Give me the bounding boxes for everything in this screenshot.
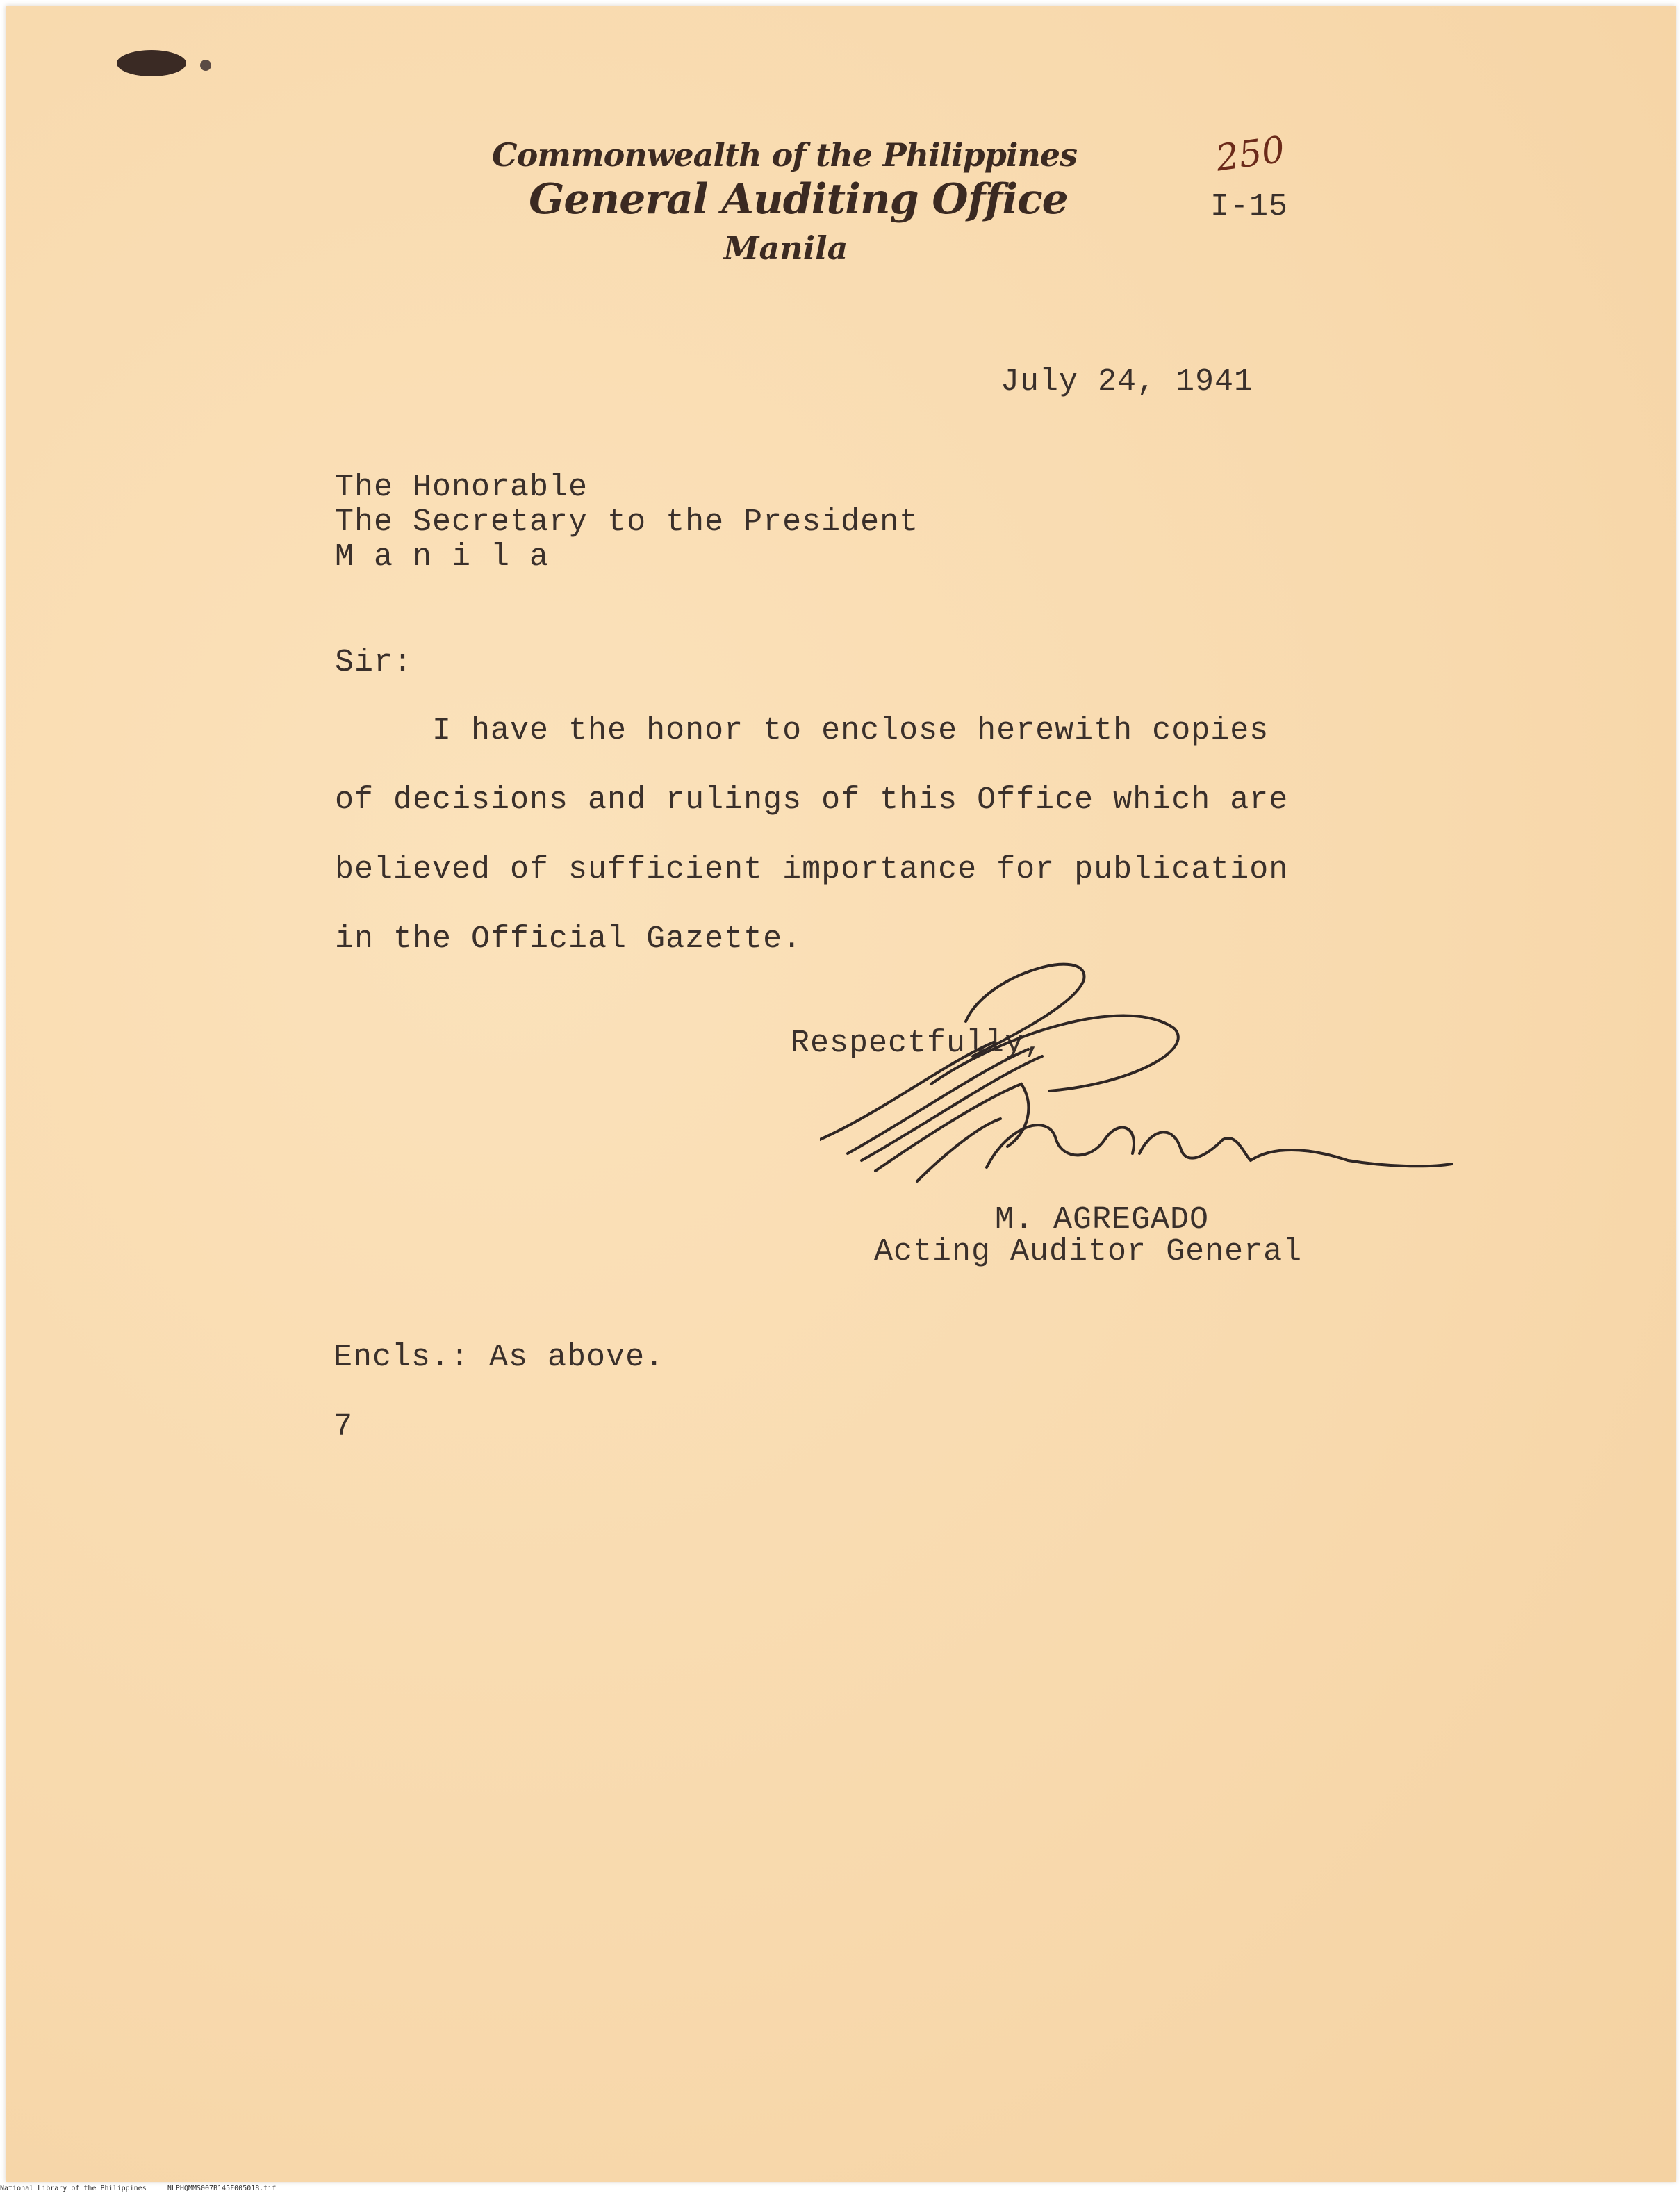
recipient-line-3: M a n i l a (335, 539, 550, 575)
letterhead-city: Manila (723, 229, 848, 267)
salutation: Sir: (335, 645, 413, 680)
signatory-name: M. AGREGADO (995, 1202, 1210, 1238)
closing: Respectfully, (791, 1026, 1044, 1061)
signatory-title: Acting Auditor General (874, 1234, 1303, 1270)
letterhead-office: General Auditing Office (529, 175, 1068, 224)
page-note: 7 (333, 1409, 354, 1445)
file-code: I-15 (1210, 189, 1289, 224)
ink-blot (117, 50, 186, 76)
body-line-2: of decisions and rulings of this Office which are (335, 782, 1289, 818)
body-line-3: believed of sufficient importance for publication (335, 852, 1289, 887)
enclosure-note: Encls.: As above. (333, 1340, 665, 1375)
letter-date: July 24, 1941 (1000, 364, 1254, 400)
handwritten-number: 250 (1213, 129, 1287, 180)
recipient-line-2: The Secretary to the President (335, 504, 919, 540)
archive-footer: National Library of the Philippines NLPHQMMS007B145F005018.tif (0, 2185, 277, 2192)
signature (820, 952, 1473, 1223)
body-line-1: I have the honor to enclose herewith copies (335, 713, 1269, 748)
body-line-4: in the Official Gazette. (335, 921, 802, 957)
recipient-line-1: The Honorable (335, 470, 588, 505)
ink-dot (200, 60, 211, 71)
letterhead-commonwealth: Commonwealth of the Philippines (492, 136, 1077, 174)
